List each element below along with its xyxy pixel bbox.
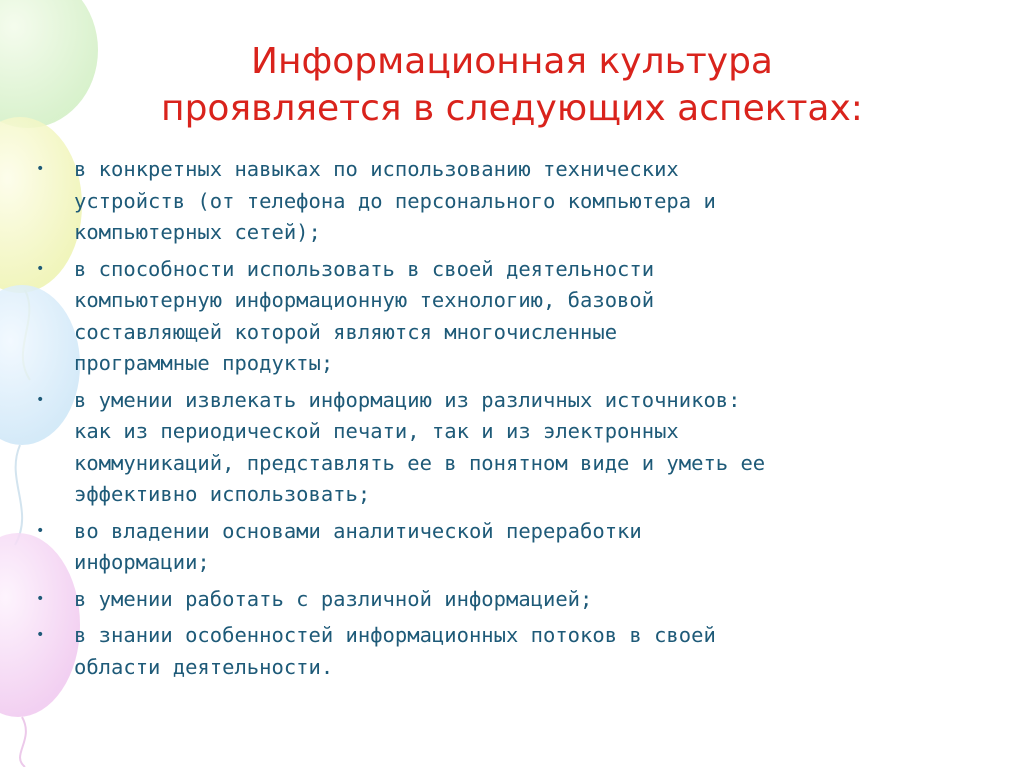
bullet-icon: • [36, 391, 45, 408]
bullet-item-information-flows [36, 620, 966, 683]
bullet-line: коммуникаций, представлять ее в понятном виде и уметь ее [74, 450, 766, 475]
bullet-item-various-information [36, 584, 966, 616]
bullet-line: в знании особенностей информационных потоков в своей [74, 623, 716, 647]
bullet-item-technical-devices [36, 154, 966, 249]
bullet-item-computer-technology [36, 254, 966, 380]
slide-title [40, 38, 984, 132]
bullet-item-analytical-processing [36, 516, 966, 579]
bullet-line: в умении работать с различной информацией; [74, 586, 593, 611]
slide-title-line-2: проявляется в следующих аспектах: [161, 88, 863, 129]
bullet-line: в конкретных навыках по использованию технических [74, 157, 679, 181]
bullet-list [36, 154, 966, 688]
bullet-line: компьютерную информационную технологию, базовой [74, 288, 655, 312]
bullet-icon: • [36, 260, 45, 277]
bullet-text [74, 254, 966, 380]
bullet-text [74, 620, 966, 683]
bullet-item-extract-information [36, 385, 966, 511]
bullet-line: программные продукты; [74, 351, 334, 375]
bullet-line: в способности использовать в своей деятельности [74, 256, 655, 281]
slide-title-line-1: Информационная культура [251, 41, 773, 82]
bullet-line: области деятельности. [74, 654, 334, 679]
bullet-icon: • [36, 627, 45, 643]
bullet-line: эффективно использовать; [74, 482, 371, 506]
bullet-text [74, 385, 966, 511]
bullet-text [74, 584, 966, 616]
bullet-line: составляющей которой являются многочисленные [74, 319, 618, 344]
bullet-icon: • [36, 590, 45, 607]
bullet-line: информации; [74, 550, 210, 574]
bullet-icon: • [36, 161, 45, 177]
bullet-line: как из периодической печати, так и из электронных [74, 419, 679, 443]
bullet-line: в умении извлекать информацию из различных источников: [74, 387, 741, 412]
bullet-text [74, 516, 966, 579]
bullet-text [74, 154, 966, 249]
bullet-line: компьютерных сетей); [74, 220, 321, 244]
bullet-line: во владении основами аналитической переработки [74, 518, 642, 543]
bullet-line: устройств (от телефона до персонального компьютера и [74, 188, 716, 213]
bullet-icon: • [36, 522, 45, 539]
